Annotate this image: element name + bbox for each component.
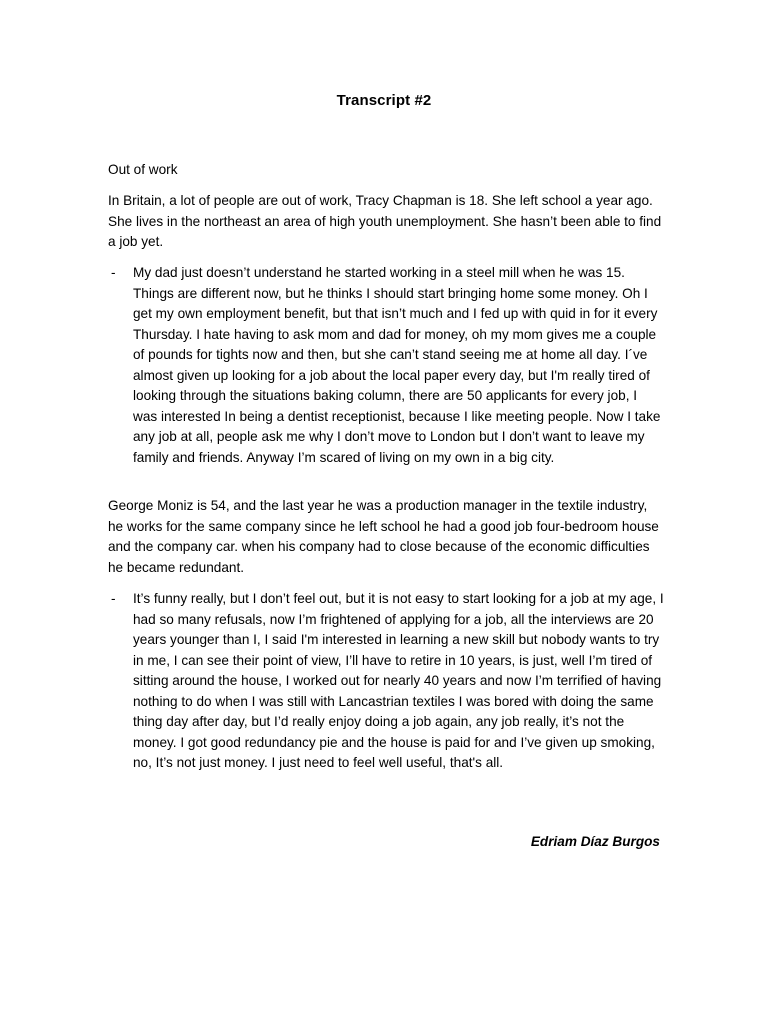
bullet-dash: - xyxy=(111,265,116,280)
section-heading: Out of work xyxy=(108,162,178,177)
bullet-item-1 xyxy=(108,263,664,468)
bullet-dash: - xyxy=(111,591,116,606)
bullet-text-1: My dad just doesn’t understand he started working in a steel mill when he was 15. Things are different now, but he thinks I should start bringing home some money. Oh I get my own employment benefit, but that isn’t much and I fed up with quid in for it every Thursday. I hate having to ask mom and dad for money, oh my mom gives me a couple of pounds for tights now and then, but she can’t stand seeing me at home all day. I´ve almost given up looking for a job about the local paper every day, but I'm really tired of looking through the situations baking column, there are 50 applicants for every job, I was interested In being a dentist receptionist, because I like meeting people. Now I take any job at all, people ask me why I don’t move to London but I don’t want to leave my family and friends. Anyway I’m scared of living on my own in a big city. xyxy=(133,265,661,465)
document-title: Transcript #2 xyxy=(336,92,432,109)
second-paragraph: George Moniz is 54, and the last year he was a production manager in the textile industry, he works for the same company since he left school he had a good job four-bedroom house and the company car. when his company had to close because of the economic difficulties he became redundant. xyxy=(108,498,659,575)
author-signature: Edriam Díaz Burgos xyxy=(530,834,660,849)
bullet-item-2 xyxy=(108,589,664,774)
bullet-text-2: It’s funny really, but I don’t feel out, but it is not easy to start looking for a job at my age, I had so many refusals, now I’m frightened of applying for a job, all the interviews are 20 years younger than I, I said I'm interested in learning a new skill but nobody wants to try in me, I can see their point of view, I’ll have to retire in 10 years, is just, well I’m tired of sitting around the house, I worked out for nearly 40 years and now I’m terrified of having nothing to do when I was still with Lancastrian textiles I was bored with doing the same thing day after day, but I’d really enjoy doing a job again, any job really, it’s not the money. I got good redundancy pie and the house is paid for and I’ve given up smoking, no, It’s not just money. I just need to feel well useful, that's all. xyxy=(133,591,664,770)
intro-paragraph: In Britain, a lot of people are out of work, Tracy Chapman is 18. She left school a year ago. She lives in the northeast an area of high youth unemployment. She hasn’t been able to find a job yet. xyxy=(108,193,662,249)
